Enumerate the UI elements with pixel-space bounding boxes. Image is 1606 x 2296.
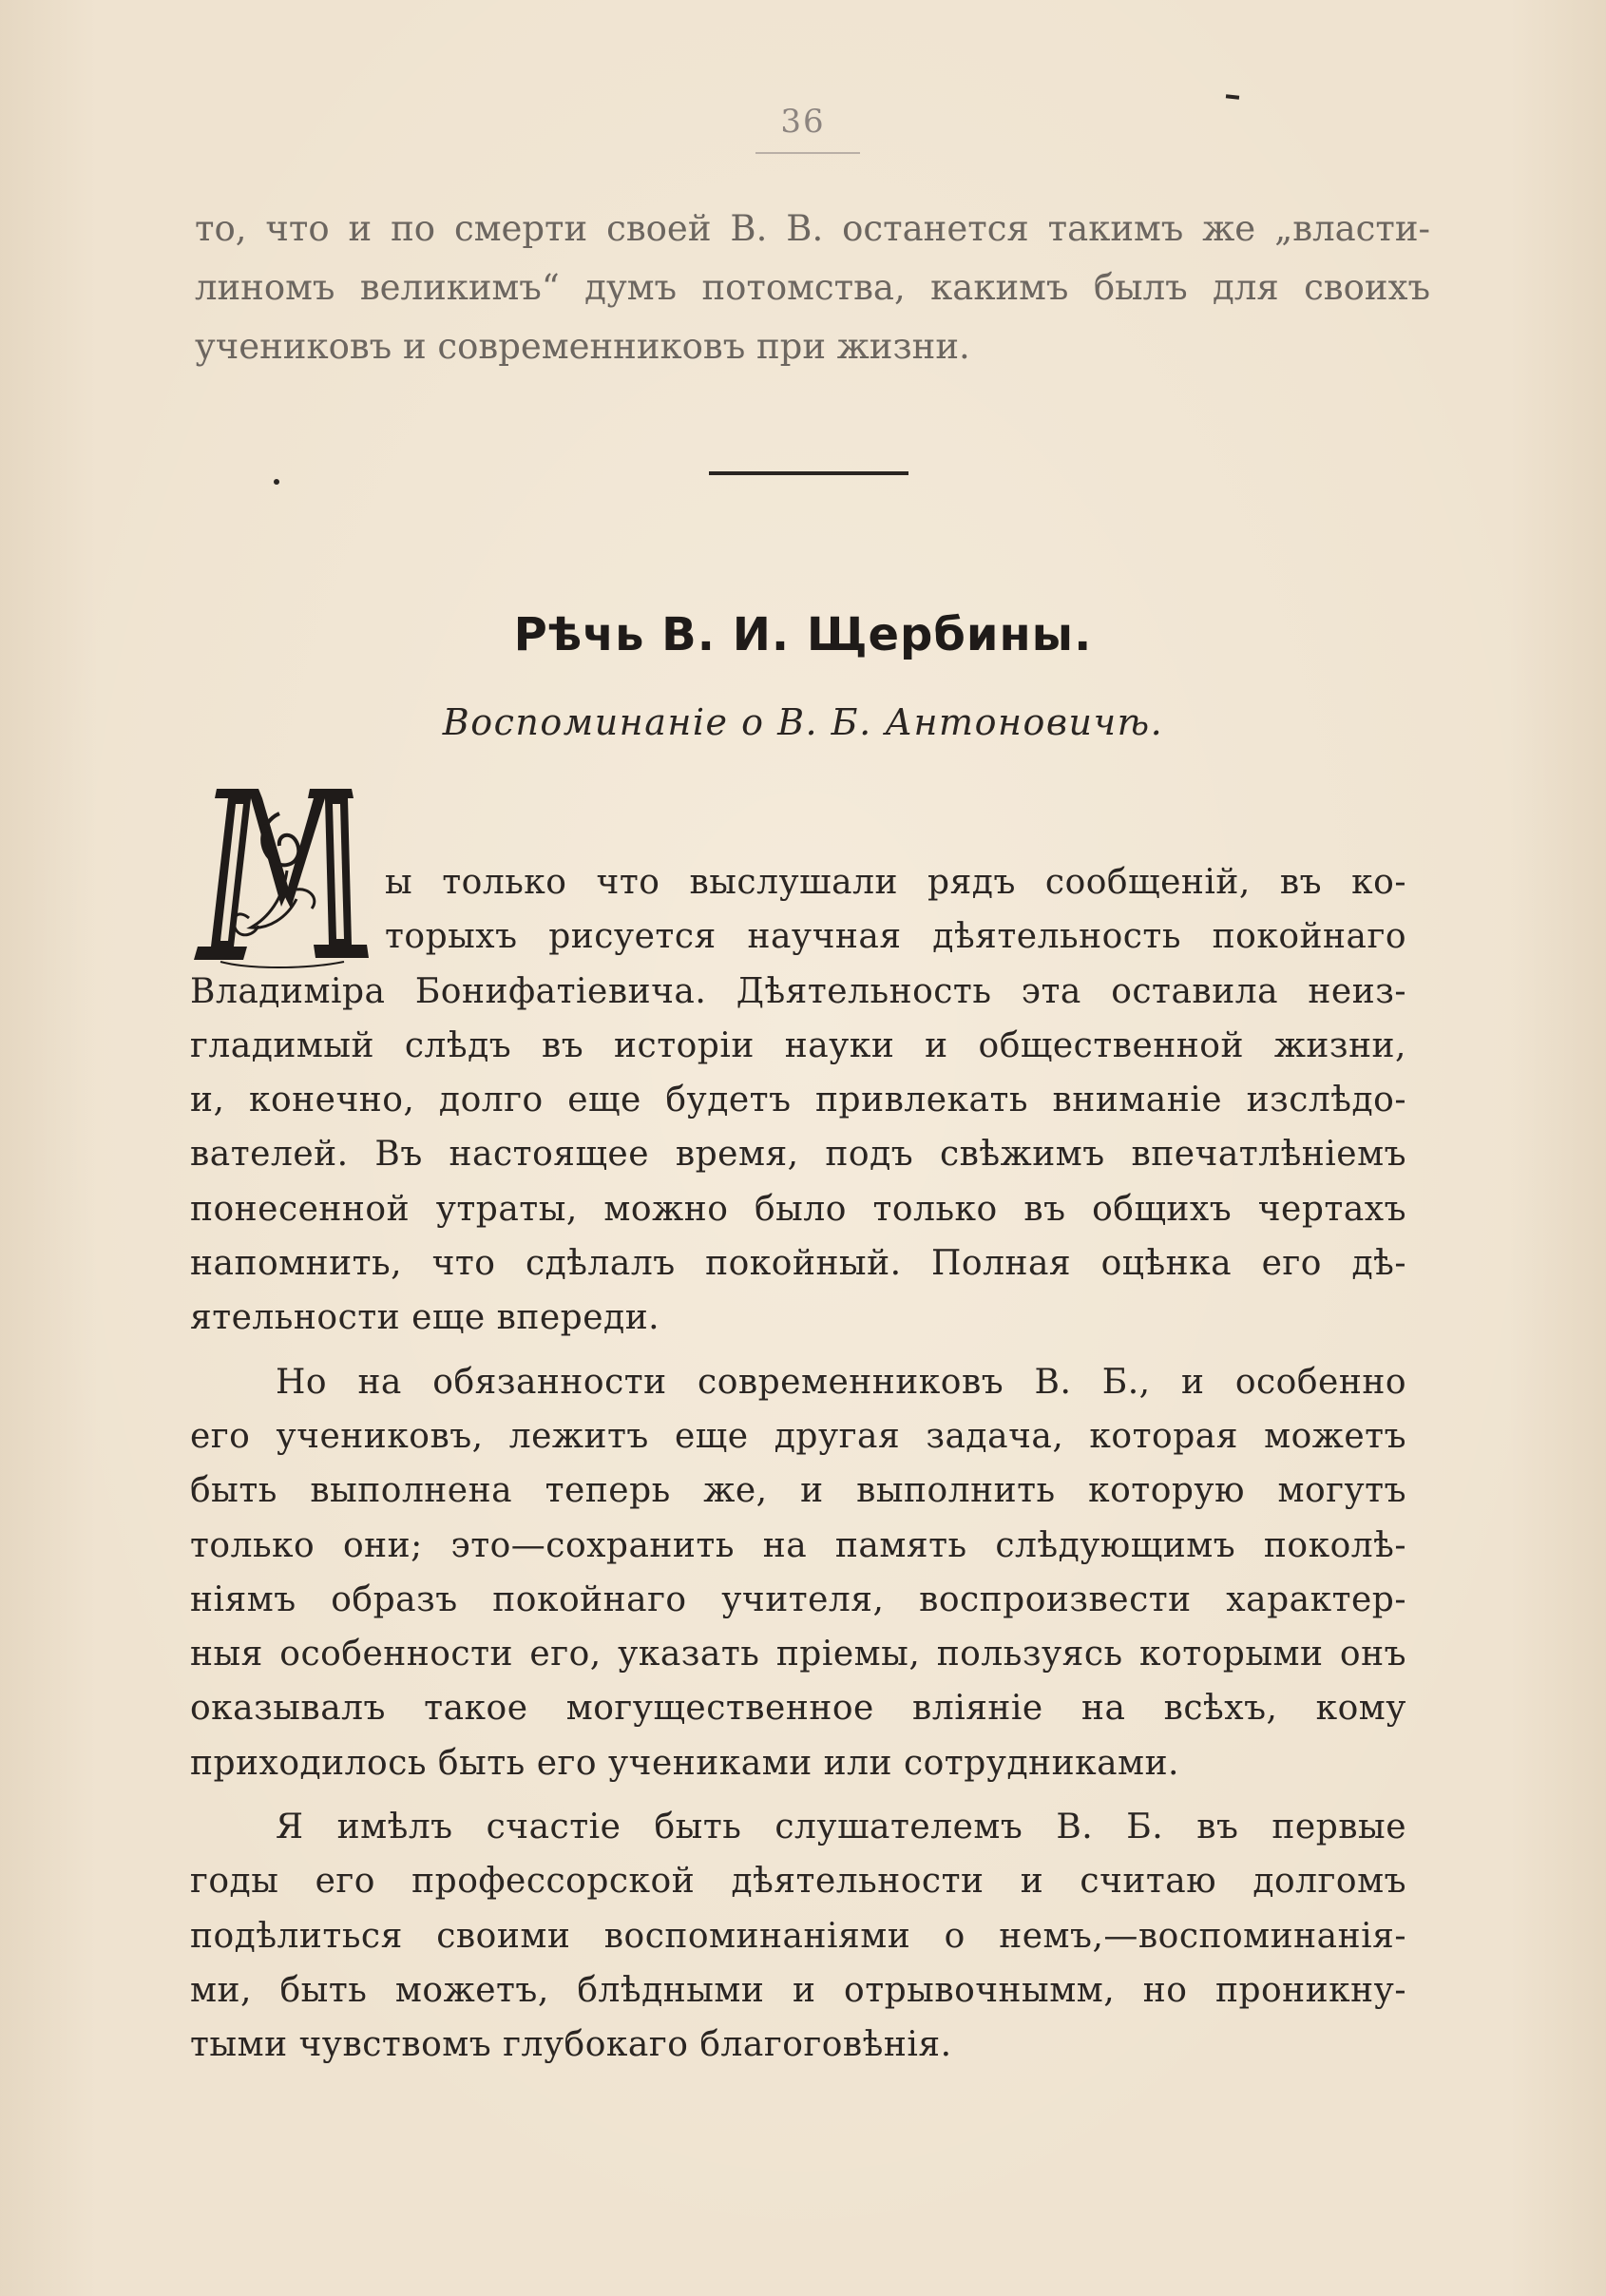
body-line: вателей. Въ настоящее время, подъ свѣжимъ впечатлѣнiемъ — [190, 1135, 1406, 1175]
speech-subtitle: Воспоминанiе о В. Б. Антоновичѣ. — [442, 701, 1164, 743]
body-line: ы только что выслушали рядъ сообщенiй, въ ко- — [385, 863, 1406, 902]
body-line: только они; это—сохранить на память слѣдующимъ поколѣ- — [190, 1525, 1406, 1565]
page-number-underline — [755, 152, 860, 154]
section-separator — [709, 471, 908, 475]
speech-body — [190, 855, 1406, 2073]
body-line: его учениковъ, лежитъ еще другая задача, которая можетъ — [190, 1416, 1406, 1456]
body-line: приходилось быть его учениками или сотрудниками. — [190, 1743, 1179, 1783]
print-speck — [1226, 94, 1239, 99]
page-number: 36 — [780, 103, 826, 141]
body-line: подѣлиться своими воспоминанiями о немъ,—воспоминанiя- — [190, 1916, 1406, 1956]
body-line: ми, быть можетъ, блѣдными и отрывочнымм, но проникну- — [190, 1970, 1406, 2010]
carry-over-line: то, что и по смерти своей В. В. останется такимъ же „власти- — [195, 208, 1430, 249]
body-line: ныя особенности его, указать прiемы, пользуясь которыми онъ — [190, 1635, 1406, 1674]
body-line: понесенной утраты, можно было только въ общихъ чертахъ — [190, 1189, 1406, 1229]
body-line: ятельности еще впереди. — [190, 1298, 660, 1338]
body-line: быть выполнена теперь же, и выполнить которую могутъ — [190, 1471, 1406, 1511]
carry-over-line: учениковъ и современниковъ при жизни. — [195, 326, 970, 367]
body-line: Но на обязанности современниковъ В. Б., и особенно — [276, 1362, 1406, 1402]
body-line: торыхъ рисуется научная дѣятельность покойнаго — [385, 917, 1406, 957]
body-line: Владимiра Бонифатiевича. Дѣятельность эта оставила неиз- — [190, 971, 1406, 1011]
carry-over-line: линомъ великимъ“ думъ потомства, какимъ былъ для своихъ — [195, 267, 1430, 308]
body-line: Я имѣлъ счастiе быть слушателемъ В. Б. въ первые — [276, 1808, 1406, 1847]
body-line: гладимый слѣдъ въ исторiи науки и общественной жизни, — [190, 1025, 1406, 1065]
body-line: годы его профессорской дѣятельности и считаю долгомъ — [190, 1862, 1406, 1902]
body-line: напомнить, что сдѣлалъ покойный. Полная оцѣнка его дѣ- — [190, 1244, 1406, 1284]
print-speck — [274, 479, 279, 485]
speech-title: Рѣчь В. И. Щербины. — [513, 608, 1093, 661]
body-line: оказывалъ такое могущественное влiянiе на всѣхъ, кому — [190, 1689, 1406, 1729]
carry-over-text — [195, 200, 1430, 376]
body-line: тыми чувствомъ глубокаго благоговѣнiя. — [190, 2025, 952, 2065]
body-line: нiямъ образъ покойнаго учителя, воспроизвести характер- — [190, 1579, 1406, 1619]
body-line: и, конечно, долго еще будетъ привлекать вниманiе изслѣдо- — [190, 1081, 1406, 1120]
